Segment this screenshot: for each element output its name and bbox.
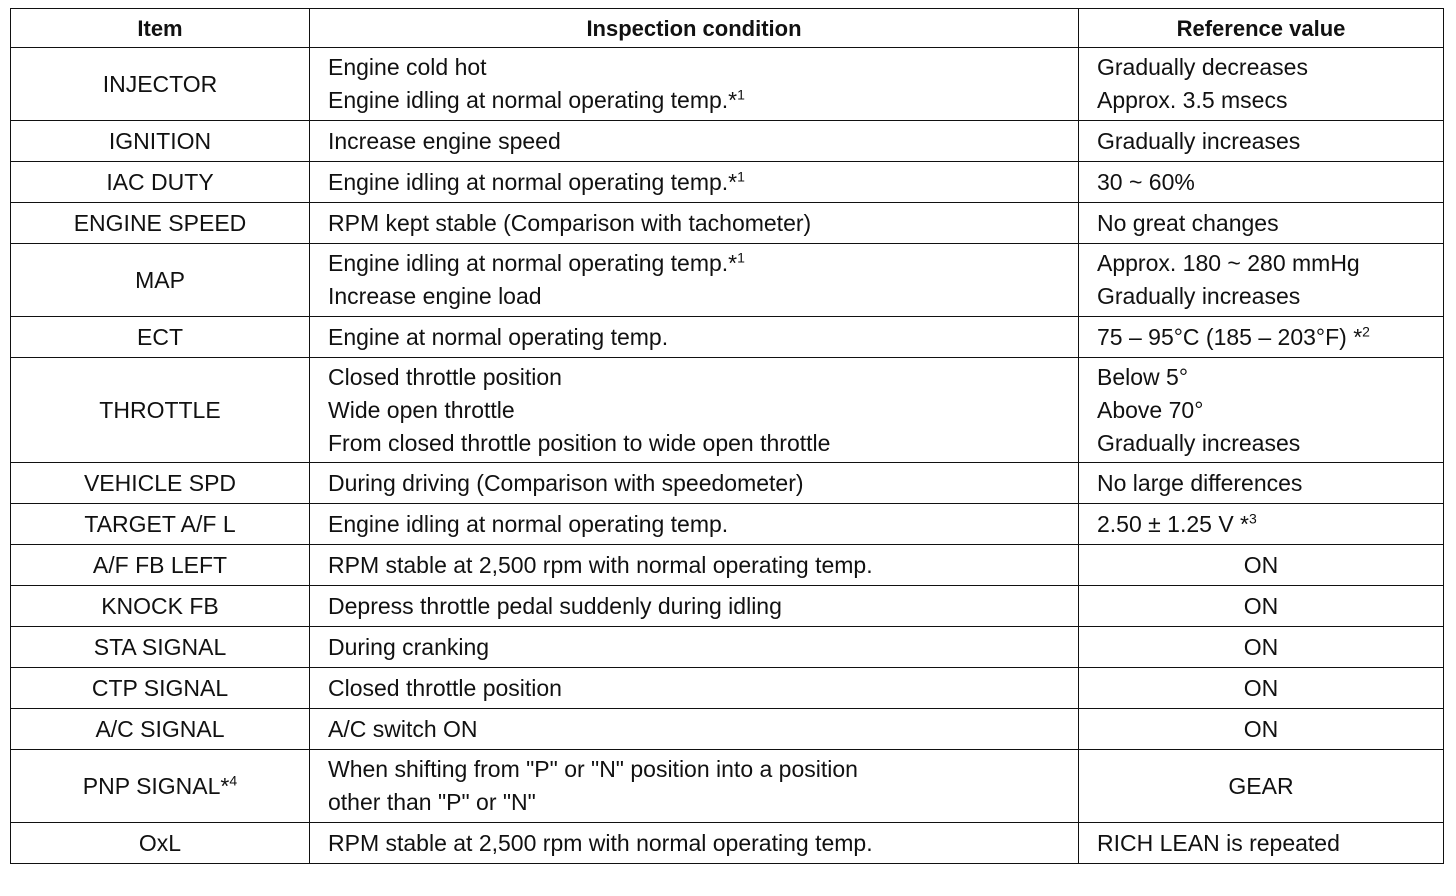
condition-line: RPM stable at 2,500 rpm with normal operating temp. — [328, 829, 873, 856]
item-cell: PNP SIGNAL*$^4$ — [11, 750, 310, 823]
table-row — [11, 586, 1444, 627]
item-cell: MAP — [11, 244, 310, 317]
table-row — [11, 317, 1444, 358]
reference-line: Gradually increases — [1097, 127, 1301, 154]
reference-cell — [1079, 709, 1444, 750]
table-row — [11, 48, 1444, 121]
reference-cell — [1079, 627, 1444, 668]
item-cell: A/C SIGNAL — [11, 709, 310, 750]
reference-line: ON — [1243, 592, 1279, 619]
condition-line: Increase engine load — [328, 283, 542, 309]
reference-cell — [1079, 504, 1444, 545]
item-cell: OxL — [11, 823, 310, 864]
condition-line: During driving (Comparison with speedometer) — [328, 469, 804, 496]
condition-cell — [310, 545, 1079, 586]
reference-cell — [1079, 244, 1444, 317]
table-row — [11, 668, 1444, 709]
condition-cell — [310, 162, 1079, 203]
condition-line: Depress throttle pedal suddenly during idling — [328, 592, 782, 619]
condition-cell — [310, 244, 1079, 317]
table-row — [11, 463, 1444, 504]
reference-cell — [1079, 586, 1444, 627]
reference-cell — [1079, 463, 1444, 504]
item-cell: THROTTLE — [11, 358, 310, 463]
condition-cell — [310, 586, 1079, 627]
reference-line: No great changes — [1097, 209, 1279, 236]
condition-line: Wide open throttle — [328, 396, 515, 423]
condition-line: During cranking — [328, 633, 490, 660]
reference-line: Approx. 180 ~ 280 mmHg — [1097, 250, 1360, 276]
condition-cell — [310, 823, 1079, 864]
condition-cell — [310, 48, 1079, 121]
reference-line: 30 ~ 60% — [1097, 168, 1195, 195]
condition-cell — [310, 317, 1079, 358]
condition-line: Engine cold hot — [328, 54, 487, 80]
item-cell: STA SIGNAL — [11, 627, 310, 668]
condition-cell — [310, 203, 1079, 244]
item-cell: A/F FB LEFT — [11, 545, 310, 586]
item-cell: IGNITION — [11, 121, 310, 162]
header-item: Item — [11, 9, 310, 48]
condition-line: Engine idling at normal operating temp.*$^1$ — [328, 249, 745, 276]
reference-line: GEAR — [1228, 772, 1294, 799]
reference-cell — [1079, 48, 1444, 121]
table-row — [11, 627, 1444, 668]
table-row — [11, 244, 1444, 317]
item-cell: IAC DUTY — [11, 162, 310, 203]
condition-line: Engine at normal operating temp. — [328, 323, 669, 350]
table-row — [11, 203, 1444, 244]
header-reference-value: Reference value — [1079, 9, 1444, 48]
condition-cell — [310, 463, 1079, 504]
reference-cell — [1079, 823, 1444, 864]
condition-cell — [310, 668, 1079, 709]
reference-line: ON — [1243, 674, 1279, 701]
condition-cell — [310, 627, 1079, 668]
condition-cell — [310, 709, 1079, 750]
table-row — [11, 504, 1444, 545]
condition-cell — [310, 358, 1079, 463]
item-cell: ECT — [11, 317, 310, 358]
table-row — [11, 162, 1444, 203]
reference-line: ON — [1243, 633, 1279, 660]
reference-line: ON — [1243, 551, 1279, 578]
table-row — [11, 358, 1444, 463]
reference-line: Gradually increases — [1097, 283, 1301, 309]
table-row — [11, 121, 1444, 162]
table-row — [11, 709, 1444, 750]
condition-line: When shifting from "P" or "N" position into a position — [328, 756, 858, 782]
condition-line: From closed throttle position to wide open throttle — [328, 429, 831, 456]
table-body — [11, 48, 1444, 864]
condition-line: Engine idling at normal operating temp.*$^1$ — [328, 167, 745, 195]
condition-line: RPM stable at 2,500 rpm with normal operating temp. — [328, 551, 873, 578]
reference-line: RICH LEAN is repeated — [1097, 829, 1340, 856]
reference-line: 2.50 ± 1.25 V *$^3$ — [1097, 509, 1257, 537]
reference-line: ON — [1243, 715, 1279, 742]
reference-line: Below 5° — [1097, 363, 1189, 390]
item-cell: CTP SIGNAL — [11, 668, 310, 709]
reference-line: No large differences — [1097, 469, 1303, 496]
item-cell: VEHICLE SPD — [11, 463, 310, 504]
condition-line: Engine idling at normal operating temp. — [328, 510, 729, 537]
item-cell: INJECTOR — [11, 48, 310, 121]
condition-line: Closed throttle position — [328, 674, 562, 701]
reference-cell — [1079, 203, 1444, 244]
reference-cell — [1079, 545, 1444, 586]
reference-cell — [1079, 668, 1444, 709]
condition-line: other than "P" or "N" — [328, 789, 536, 815]
table-row — [11, 823, 1444, 864]
reference-cell — [1079, 358, 1444, 463]
reference-cell — [1079, 162, 1444, 203]
reference-line: Gradually decreases — [1097, 54, 1308, 80]
item-cell: TARGET A/F L — [11, 504, 310, 545]
condition-cell — [310, 750, 1079, 823]
reference-line: Approx. 3.5 msecs — [1097, 87, 1288, 113]
condition-line: A/C switch ON — [328, 715, 478, 742]
condition-line: RPM kept stable (Comparison with tachometer) — [328, 209, 812, 236]
reference-line: Gradually increases — [1097, 429, 1301, 456]
item-cell: ENGINE SPEED — [11, 203, 310, 244]
item-cell: KNOCK FB — [11, 586, 310, 627]
condition-line: Closed throttle position — [328, 363, 562, 390]
reference-cell — [1079, 317, 1444, 358]
header-inspection-condition: Inspection condition — [310, 9, 1079, 48]
reference-value-table — [10, 8, 1444, 864]
reference-cell — [1079, 750, 1444, 823]
reference-cell — [1079, 121, 1444, 162]
condition-line: Increase engine speed — [328, 127, 561, 154]
condition-cell — [310, 504, 1079, 545]
reference-line: Above 70° — [1097, 396, 1204, 423]
condition-line: Engine idling at normal operating temp.*$^1$ — [328, 86, 745, 113]
table-row — [11, 750, 1444, 823]
condition-cell — [310, 121, 1079, 162]
header-row — [11, 9, 1444, 48]
reference-line: 75 – 95°C (185 – 203°F) *$^2$ — [1097, 322, 1370, 350]
table-row — [11, 545, 1444, 586]
